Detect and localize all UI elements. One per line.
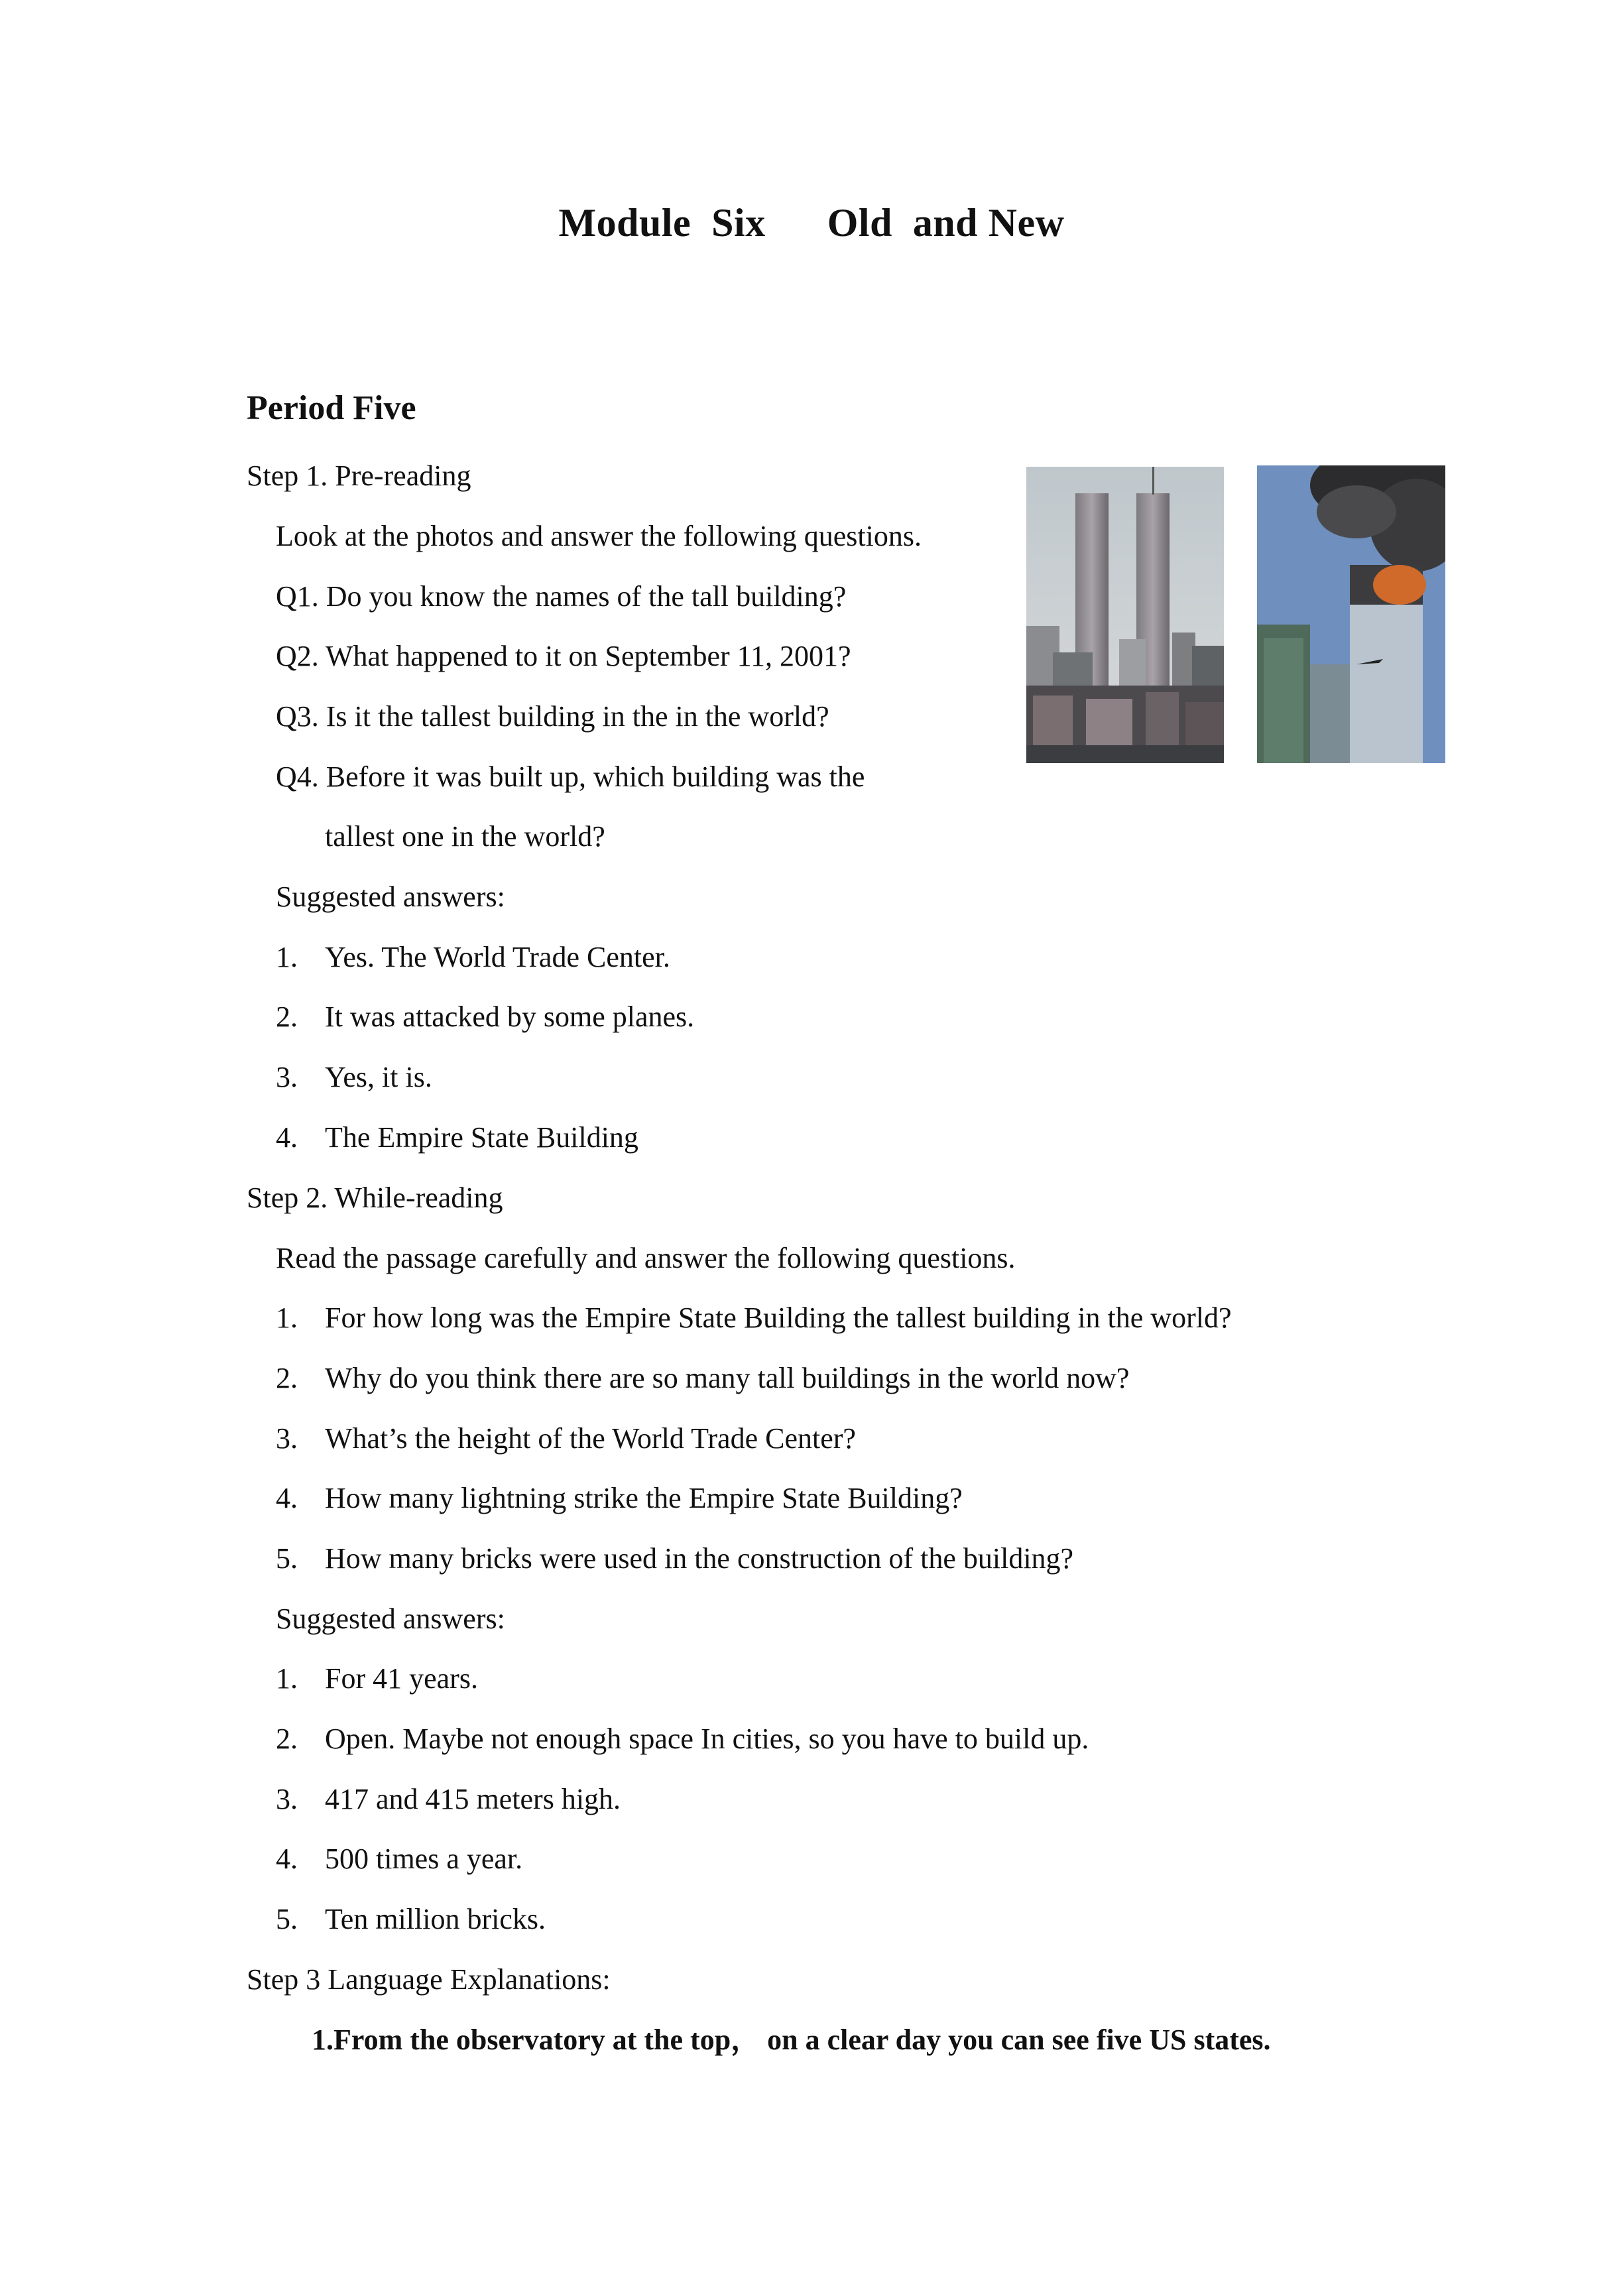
step2-answer-4: 4. 500 times a year.: [276, 1843, 523, 1875]
step1-answer-1: 1. Yes. The World Trade Center.: [276, 941, 670, 973]
step2-answer-5: 5. Ten million bricks.: [276, 1903, 546, 1935]
step1-question-4-cont: tallest one in the world?: [325, 820, 605, 853]
step2-answer-1: 1. For 41 years.: [276, 1662, 478, 1695]
step1-answer-2: 2. It was attacked by some planes.: [276, 1000, 695, 1033]
step1-answer-4: 4. The Empire State Building: [276, 1121, 638, 1154]
step3-point-1: 1.From the observatory at the top， on a clear day you can see five US states.: [312, 2024, 1271, 2056]
step3-heading: Step 3 Language Explanations:: [247, 1963, 611, 1996]
step2-heading: Step 2. While-reading: [247, 1181, 503, 1214]
step1-heading: Step 1. Pre-reading: [247, 459, 471, 492]
step1-question-2: Q2. What happened to it on September 11, 2001?: [276, 640, 851, 672]
attack-photo: [1257, 465, 1445, 763]
step1-suggested-label: Suggested answers:: [276, 880, 505, 913]
step1-question-1: Q1. Do you know the names of the tall building?: [276, 580, 847, 613]
step1-question-3: Q3. Is it the tallest building in the in the world?: [276, 700, 829, 733]
step2-question-5: 5. How many bricks were used in the construction of the building?: [276, 1542, 1074, 1575]
step2-question-3: 3. What’s the height of the World Trade Center?: [276, 1422, 856, 1455]
period-heading: Period Five: [247, 389, 416, 427]
step2-question-2: 2. Why do you think there are so many tall buildings in the world now?: [276, 1362, 1130, 1394]
step1-answer-3: 3. Yes, it is.: [276, 1061, 432, 1093]
twin-towers-photo: [1026, 467, 1224, 763]
step2-question-4: 4. How many lightning strike the Empire State Building?: [276, 1482, 963, 1514]
step1-question-4: Q4. Before it was built up, which building was the: [276, 760, 865, 793]
page-title: Module Six Old and New: [558, 201, 1065, 245]
step2-instruction: Read the passage carefully and answer the following questions.: [276, 1242, 1016, 1274]
step2-answer-3: 3. 417 and 415 meters high.: [276, 1783, 621, 1815]
step1-instruction: Look at the photos and answer the following questions.: [276, 520, 922, 552]
step2-question-1: 1. For how long was the Empire State Building the tallest building in the world?: [276, 1301, 1232, 1334]
step2-answer-2: 2. Open. Maybe not enough space In cities, so you have to build up.: [276, 1722, 1089, 1755]
step2-suggested-label: Suggested answers:: [276, 1602, 505, 1635]
